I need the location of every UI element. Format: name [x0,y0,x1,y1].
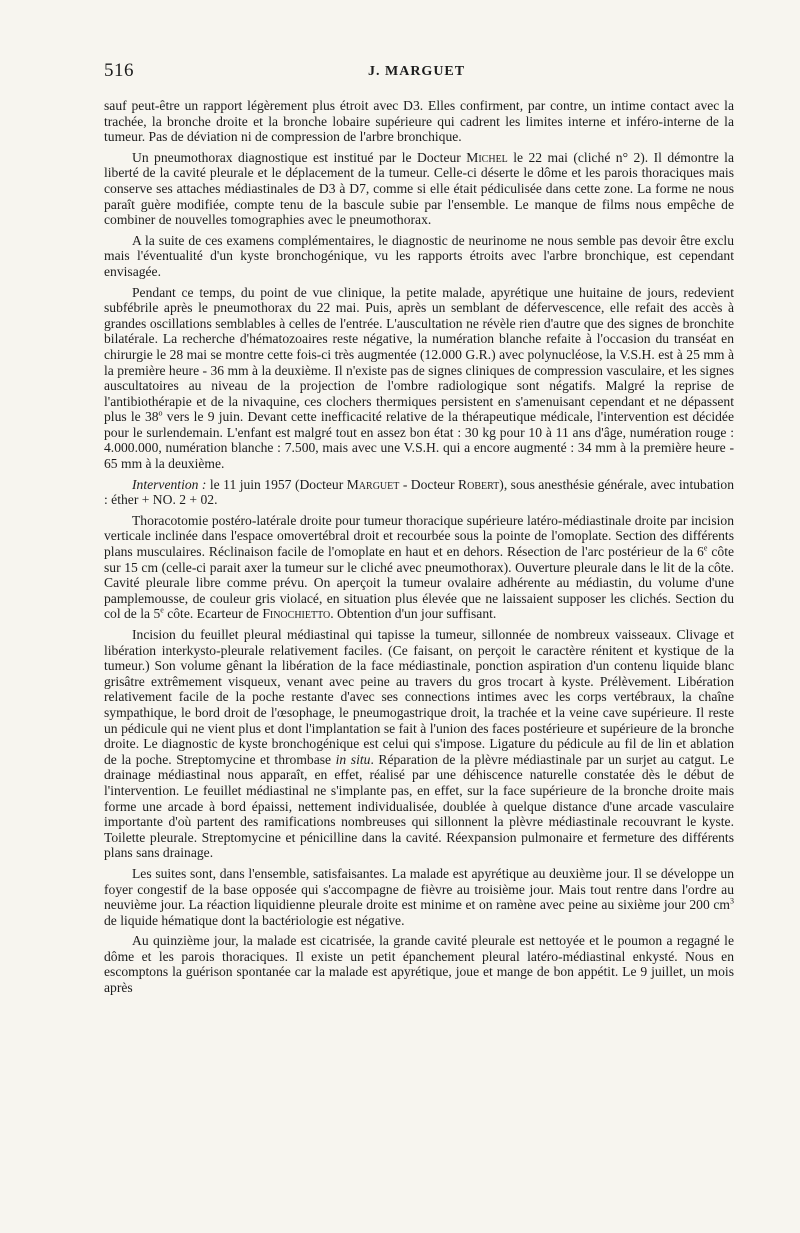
paragraph [104,233,734,280]
paragraph-text: . Réparation de la plèvre médiastinale par un surjet au catgut. Le drainage médiastinal nous apparaît, en effet, réalisé par une déhiscence naturelle constatée dès le début de l'intervention. Le feuillet médiastinal ne s'implante pas, en effet, sur la face supérieure de la bronche droite mais forme une arcade à bord épaissi, nettement individualisée, doublée à quelque distance d'une arcade vasculaire importante d'où partent des ramifications nombreuses qui sillonnent la plèvre médiastinale recouvrant le kyste. Toilette pleurale. Streptomycine et pénicilline dans la cavité. Réexpansion pulmonaire et fermeture des différents plans sans drainage. [104,751,734,861]
paragraph-text: Les suites sont, dans l'ensemble, satisfaisantes. La malade est apyrétique au deuxième jour. Il se développe un foyer congestif de la base opposée qui s'accompagne de fièvre au troisième jour. Mais tout rentre dans l'ordre au neuvième jour. La réaction liquidienne pleurale droite est minime et on ramène avec peine au sixième jour 200 cm [104,865,734,913]
paragraph-text: Incision du feuillet pleural médiastinal qui tapisse la tumeur, sillonnée de nombreux vaisseaux. Clivage et libération interkysto-pleurale relativement faciles. (Ce faisant, on perçoit le caractère rénitent et kystique de la tumeur.) Son volume gênant la libération de la face médiastinale, ponction aspiration d'un contenu liquide blanc grisâtre extrêmement visqueux, venant avec peine au travers du gros trocart à kyste. Prélèvement. Libération relativement facile de la poche restante d'avec ses connections intimes avec les corps vertébraux, la chaîne sympathique, le bord droit de l'œsophage, le pneumogastrique droit, la trachée et la veine cave supérieure. Il reste un pédicule qui ne vient plus et dont l'implantation se fait à l'union des faces postérieure et supérieure de la bronche droite. Le diagnostic de kyste bronchogénique est celui qui s'impose. Ligature du pédicule au fil de lin et ablation de la poche. Streptomycine et thrombase [104,627,734,767]
paragraph-text: Thoracotomie postéro-latérale droite pour tumeur thoracique supérieure latéro-médiastinale droite par incision verticale inclinée dans l'espace omovertébral droit et recourbée sous la pointe de l'omoplate. Section des différents plans musculaires. Réclinaison facile de l'omoplate en haut et en dehors. Résection de l'arc postérieur de la 6 [104,512,734,560]
paragraph [104,477,734,508]
paragraph-text: le 11 juin 1957 (Docteur [206,476,347,492]
paragraph-text: côte sur 15 cm (celle-ci parait axer la tumeur sur le cliché avec pneumothorax). Ouverture pleurale dans le lit de la côte. Cavité pleurale libre comme prévu. On aperçoit la tumeur ovalaire adhérente au médiastin, du volume d'une pamplemousse, de couleur gris violacé, en situation plus élevée que ne laissaient supposer les clichés. Section du col de la 5 [104,544,735,622]
paragraph-text: le 22 mai (cliché n° 2). Il démontre la liberté de la cavité pleurale et le déplacement de la tumeur. Celle-ci déserte le dôme et les parois thoraciques mais conserve ses attaches médiastinales de D3 à D7, comme si elle était pédiculisée dans cette zone. La forme ne nous paraît guère modifiée, compte tenu de la bascule subie par l'ensemble. Le manque de films nous empêche de combiner de nouvelles tomographies avec le pneumothorax. [104,149,734,228]
paragraph-text: . Obtention d'un jour suffisant. [330,606,497,622]
page-header [104,60,734,84]
paragraph [104,866,734,928]
superscript: 3 [730,896,734,906]
paragraph-text: Au quinzième jour, la malade est cicatrisée, la grande cavité pleurale est nettoyée et le poumon a regagné le dôme et les parois thoraciques. Il existe un petit épanchement pleural latéro-médiastinal enkysté. Nous en escomptons la guérison spontanée car la malade est apyrétique, joue et mange de bon appétit. Le 9 juillet, un mois après [104,933,734,996]
paragraph-text: sauf peut-être un rapport légèrement plus étroit avec D3. Elles confirment, par contre, un intime contact avec la trachée, la bronche droite et la bronche lobaire supérieure qui cadrent les limites interne et inféro-interne de la tumeur. Pas de déviation ni de compression de l'arbre bronchique. [104,98,734,145]
paragraph-text: Pendant ce temps, du point de vue clinique, la petite malade, apyrétique une huitaine de jours, redevient subfébrile après le pneumothorax du 22 mai. Puis, après un semblant de défervescence, elle refait des accès à grandes oscillations semblables à celles de l'entrée. L'auscultation ne révèle rien d'autre que des signes de bronchite bilatérale. La recherche d'hématozoaires reste négative, la numération blanche refaite à l'occasion du transéat en chirurgie le 28 mai se montre cette fois-ci très augmentée (12.000 G.R.) avec polynucléose, la V.S.H. est à 25 mm à la première heure - 36 mm à la deuxième. Il n'existe pas de signes cliniques de compression vasculaire, et les signes auscultatoires au niveau de la projection de l'ombre radiologique sont négatifs. Malgré la reprise de l'antibiothérapie et de la nivaquine, ces clochers thermiques persistent en s'amenuisant cependant et ne dépassent plus le 38 [104,284,734,425]
body-text [104,98,734,996]
author-name: Robert [458,476,500,492]
superscript: o [158,408,163,418]
superscript: e [160,605,164,615]
paragraph [104,98,734,145]
paragraph [104,627,734,861]
author-name: Michel [466,149,508,165]
paragraph-text: A la suite de ces examens complémentaires, le diagnostic de neurinome ne nous semble pas devoir être exclu mais l'éventualité d'un kyste bronchogénique, vu les rapports étroits avec l'arbre bronchique, est cependant envisagée. [104,232,734,279]
paragraph-text: Un pneumothorax diagnostique est institué par le Docteur [132,149,467,165]
paragraph [104,150,734,228]
italic-term: in situ [335,751,371,767]
running-head: J. MARGUET [368,64,466,79]
superscript: e [703,543,708,553]
paragraph-text: côte. Ecarteur de [163,606,263,622]
page-number: 516 [104,60,134,81]
paragraph-text: vers le 9 juin. Devant cette inefficacité relative de la thérapeutique médicale, l'intervention est décidée pour le surlendemain. L'enfant est malgré tout en assez bon état : 30 kg pour 10 à 11 ans d'âge, numération rouge : 4.000.000, numération blanche : 7.500, mais avec une V.S.H. qui a encore augmenté : 34 mm à la première heure - 65 mm à la deuxième. [104,409,734,472]
author-name: Marguet [346,476,400,492]
paragraph [104,285,734,472]
paragraph [104,513,734,622]
author-name: Finochietto [262,606,331,622]
paragraph-text: - Docteur [399,476,459,492]
paragraph-text: de liquide hématique dont la bactériologie est négative. [104,912,405,928]
section-label: Intervention : [132,476,207,492]
paragraph-text: ), sous anesthésie générale, avec intubation : éther + NO. 2 + 02. [104,476,734,508]
paragraph [104,933,734,995]
